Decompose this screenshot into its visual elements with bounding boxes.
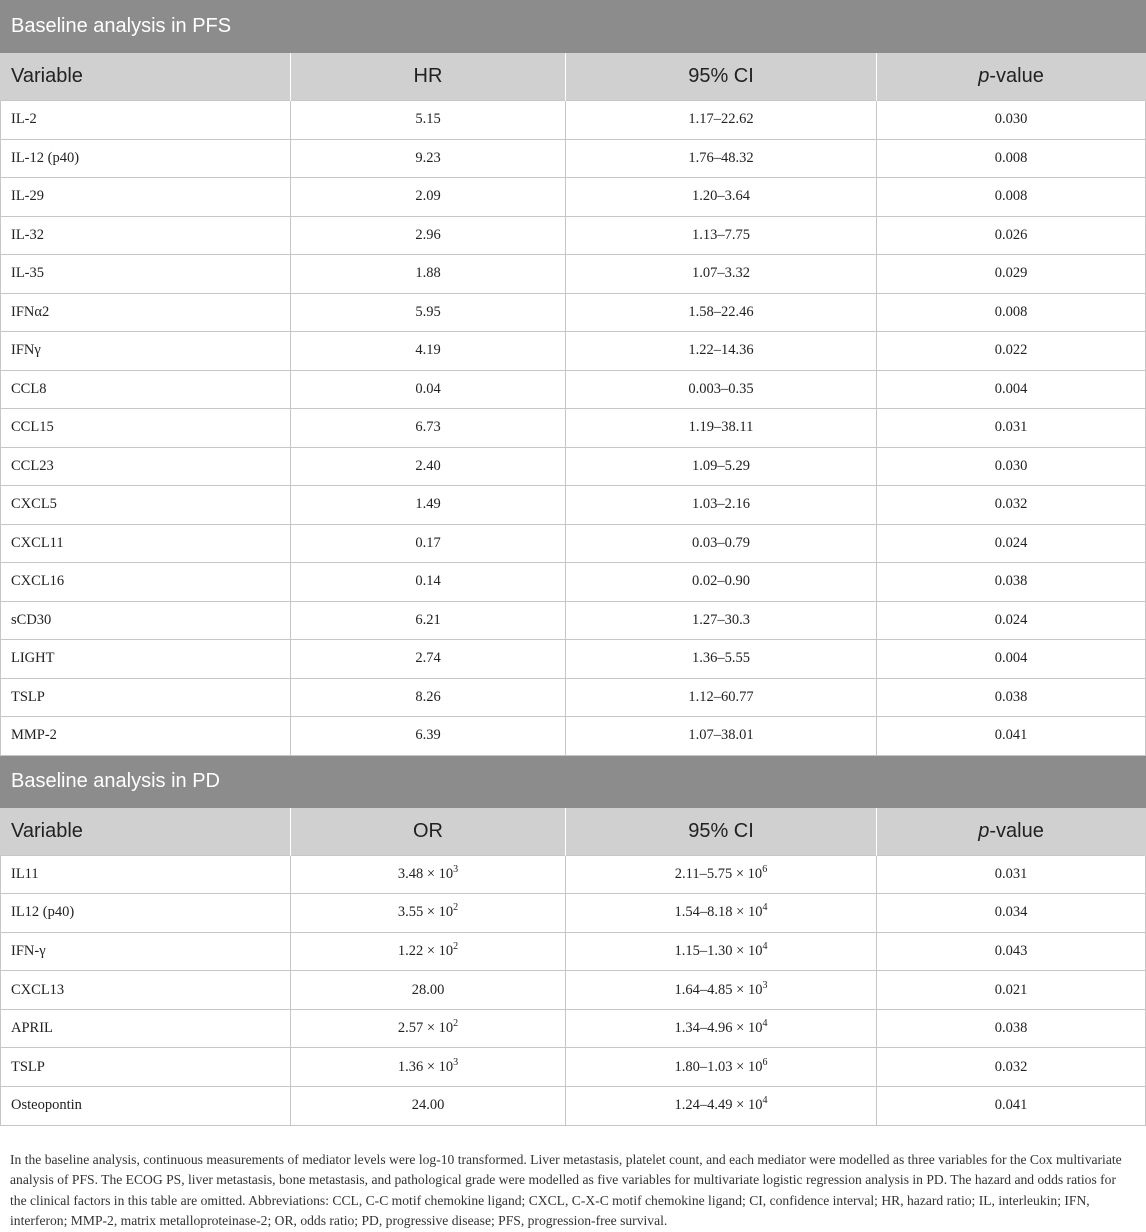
ci-cell (566, 1048, 877, 1087)
pfs-table-row (1, 678, 1146, 717)
ci-cell: 1.17–22.62 (566, 101, 877, 140)
value-mantissa: 2.11–5.75 × 10 (674, 865, 763, 882)
variable-cell: CXCL11 (1, 524, 291, 563)
p-value-cell: 0.008 (877, 139, 1146, 178)
hr-cell: 6.39 (291, 717, 566, 756)
value-exponent: 6 (762, 1056, 768, 1068)
hr-cell: 2.09 (291, 178, 566, 217)
hr-cell: 1.88 (291, 255, 566, 294)
p-value-cell: 0.041 (877, 1087, 1146, 1126)
variable-cell: MMP-2 (1, 717, 291, 756)
pd-header-variable: Variable (1, 807, 291, 855)
p-value-cell: 0.024 (877, 601, 1146, 640)
ci-cell: 1.12–60.77 (566, 678, 877, 717)
p-value-cell: 0.008 (877, 178, 1146, 217)
value-exponent: 4 (762, 1095, 768, 1107)
pd-table-row (1, 894, 1146, 933)
value-exponent: 4 (762, 941, 768, 953)
ci-cell: 1.76–48.32 (566, 139, 877, 178)
ci-cell: 0.003–0.35 (566, 370, 877, 409)
pfs-header-row (1, 53, 1146, 101)
pd-header-pvalue-suffix: -value (989, 819, 1044, 842)
value-mantissa: 3.55 × 10 (397, 904, 454, 921)
value-exponent: 3 (453, 1056, 459, 1068)
pfs-header-hr: HR (291, 53, 566, 101)
pfs-table-row (1, 486, 1146, 525)
pfs-table-row (1, 524, 1146, 563)
hr-cell: 6.21 (291, 601, 566, 640)
value-exponent: 3 (453, 863, 459, 875)
pfs-table-row (1, 640, 1146, 679)
pd-table-row (1, 855, 1146, 894)
variable-cell: APRIL (1, 1009, 291, 1048)
value-exponent: 4 (762, 902, 768, 914)
or-cell (291, 855, 566, 894)
pfs-table-row (1, 601, 1146, 640)
pd-header-row (1, 807, 1146, 855)
p-value-cell: 0.024 (877, 524, 1146, 563)
pd-section-title: Baseline analysis in PD (1, 755, 1146, 807)
value-mantissa: 1.15–1.30 × 10 (674, 942, 763, 959)
hr-cell: 0.14 (291, 563, 566, 602)
or-cell (291, 1087, 566, 1126)
pfs-table-row (1, 293, 1146, 332)
hr-cell: 1.49 (291, 486, 566, 525)
table-footnote: In the baseline analysis, continuous measurements of mediator levels were log-10 transformed. Liver metastasis, platelet count, and each mediator were modelled as three variables for the Cox multivariate analysis of PFS. The ECOG PS, liver metastasis, bone metastasis, and pathological grade were modelled as five variables for multivariate logistic regression analysis in PD. The hazard and odds ratios for the clinical factors in this table are omitted. Abbreviations: CCL, C-C motif chemokine ligand; CXCL, C-X-C motif chemokine ligand; CI, confidence interval; HR, hazard ratio; IL, interleukin; IFN, interferon; MMP-2, matrix metalloproteinase-2; OR, odds ratio; PD, progressive disease; PFS, progression-free survival. (10, 1151, 1122, 1229)
pd-table-row (1, 971, 1146, 1010)
value-mantissa: 1.34–4.96 × 10 (674, 1020, 763, 1037)
hr-cell: 4.19 (291, 332, 566, 371)
variable-cell: IL-29 (1, 178, 291, 217)
ci-cell: 1.03–2.16 (566, 486, 877, 525)
pd-table-row (1, 932, 1146, 971)
ci-cell (566, 855, 877, 894)
pfs-header-p-italic: p (978, 65, 990, 87)
value-exponent: 2 (453, 941, 459, 953)
value-mantissa: 3.48 × 10 (397, 865, 454, 882)
p-value-cell: 0.004 (877, 640, 1146, 679)
variable-cell: CXCL16 (1, 563, 291, 602)
variable-cell: CCL15 (1, 409, 291, 448)
hr-cell: 6.73 (291, 409, 566, 448)
pfs-header-ci: 95% CI (566, 53, 877, 101)
variable-cell: CXCL5 (1, 486, 291, 525)
or-cell (291, 1048, 566, 1087)
p-value-cell: 0.032 (877, 1048, 1146, 1087)
pfs-table-row (1, 101, 1146, 140)
ci-cell: 0.02–0.90 (566, 563, 877, 602)
variable-cell: IL11 (1, 855, 291, 894)
variable-cell: IL-12 (p40) (1, 139, 291, 178)
pfs-table-row (1, 178, 1146, 217)
variable-cell: IL-2 (1, 101, 291, 140)
hr-cell: 0.04 (291, 370, 566, 409)
or-cell (291, 971, 566, 1010)
pfs-header-pvalue (877, 53, 1146, 101)
variable-cell: IFN-γ (1, 932, 291, 971)
value-mantissa: 2.57 × 10 (397, 1020, 454, 1037)
value-mantissa: 1.64–4.85 × 10 (674, 981, 763, 998)
pfs-table-row (1, 255, 1146, 294)
value-exponent: 3 (762, 979, 768, 991)
value-exponent: 2 (453, 902, 459, 914)
p-value-cell: 0.026 (877, 216, 1146, 255)
pfs-table-row (1, 216, 1146, 255)
value-exponent: 4 (762, 1018, 768, 1030)
p-value-cell: 0.004 (877, 370, 1146, 409)
p-value-cell: 0.041 (877, 717, 1146, 756)
or-cell (291, 932, 566, 971)
ci-cell: 1.20–3.64 (566, 178, 877, 217)
pd-header-pvalue (877, 807, 1146, 855)
pfs-table-row (1, 139, 1146, 178)
pd-table-row (1, 1048, 1146, 1087)
p-value-cell: 0.030 (877, 101, 1146, 140)
ci-cell: 1.58–22.46 (566, 293, 877, 332)
variable-cell: IL-35 (1, 255, 291, 294)
hr-cell: 9.23 (291, 139, 566, 178)
ci-cell: 1.07–3.32 (566, 255, 877, 294)
hr-cell: 5.15 (291, 101, 566, 140)
p-value-cell: 0.022 (877, 332, 1146, 371)
p-value-cell: 0.031 (877, 409, 1146, 448)
pd-header-or: OR (291, 807, 566, 855)
variable-cell: TSLP (1, 1048, 291, 1087)
p-value-cell: 0.029 (877, 255, 1146, 294)
ci-cell (566, 1087, 877, 1126)
pfs-header-pvalue-suffix: -value (989, 65, 1044, 87)
pfs-section-title-row (1, 1, 1146, 53)
value-exponent: 2 (453, 1018, 459, 1030)
variable-cell: IL-32 (1, 216, 291, 255)
variable-cell: LIGHT (1, 640, 291, 679)
variable-cell: Osteopontin (1, 1087, 291, 1126)
p-value-cell: 0.008 (877, 293, 1146, 332)
ci-cell: 1.36–5.55 (566, 640, 877, 679)
pfs-table-row (1, 447, 1146, 486)
or-cell (291, 894, 566, 933)
p-value-cell: 0.021 (877, 971, 1146, 1010)
pd-section (1, 755, 1146, 1125)
variable-cell: sCD30 (1, 601, 291, 640)
variable-cell: CXCL13 (1, 971, 291, 1010)
ci-cell: 1.09–5.29 (566, 447, 877, 486)
hr-cell: 2.40 (291, 447, 566, 486)
variable-cell: TSLP (1, 678, 291, 717)
pfs-section (1, 1, 1146, 756)
variable-cell: IFNγ (1, 332, 291, 371)
value-mantissa: 24.00 (411, 1097, 445, 1114)
hr-cell: 8.26 (291, 678, 566, 717)
p-value-cell: 0.031 (877, 855, 1146, 894)
value-mantissa: 1.24–4.49 × 10 (674, 1097, 763, 1114)
ci-cell: 1.22–14.36 (566, 332, 877, 371)
hr-cell: 0.17 (291, 524, 566, 563)
hr-cell: 2.74 (291, 640, 566, 679)
p-value-cell: 0.034 (877, 894, 1146, 933)
ci-cell: 0.03–0.79 (566, 524, 877, 563)
pd-section-title-row (1, 755, 1146, 807)
ci-cell (566, 1009, 877, 1048)
or-cell (291, 1009, 566, 1048)
pfs-table-row (1, 332, 1146, 371)
value-exponent: 6 (762, 863, 768, 875)
p-value-cell: 0.038 (877, 678, 1146, 717)
pfs-section-title: Baseline analysis in PFS (1, 1, 1146, 53)
p-value-cell: 0.038 (877, 563, 1146, 602)
p-value-cell: 0.030 (877, 447, 1146, 486)
p-value-cell: 0.038 (877, 1009, 1146, 1048)
ci-cell: 1.13–7.75 (566, 216, 877, 255)
value-mantissa: 1.22 × 10 (397, 942, 454, 959)
value-mantissa: 1.80–1.03 × 10 (674, 1058, 763, 1075)
variable-cell: IL12 (p40) (1, 894, 291, 933)
variable-cell: CCL23 (1, 447, 291, 486)
ci-cell (566, 894, 877, 933)
pfs-table-row (1, 409, 1146, 448)
ci-cell (566, 932, 877, 971)
pfs-header-variable: Variable (1, 53, 291, 101)
value-mantissa: 1.54–8.18 × 10 (674, 904, 763, 921)
variable-cell: IFNα2 (1, 293, 291, 332)
pd-header-ci: 95% CI (566, 807, 877, 855)
pd-header-p-italic: p (978, 819, 990, 842)
value-mantissa: 1.36 × 10 (397, 1058, 454, 1075)
pfs-table-row (1, 563, 1146, 602)
variable-cell: CCL8 (1, 370, 291, 409)
hr-cell: 2.96 (291, 216, 566, 255)
p-value-cell: 0.032 (877, 486, 1146, 525)
ci-cell: 1.27–30.3 (566, 601, 877, 640)
pd-table-row (1, 1087, 1146, 1126)
pfs-table-row (1, 370, 1146, 409)
ci-cell: 1.07–38.01 (566, 717, 877, 756)
p-value-cell: 0.043 (877, 932, 1146, 971)
ci-cell (566, 971, 877, 1010)
hr-cell: 5.95 (291, 293, 566, 332)
pd-table-row (1, 1009, 1146, 1048)
ci-cell: 1.19–38.11 (566, 409, 877, 448)
value-mantissa: 28.00 (411, 981, 445, 998)
pfs-table-row (1, 717, 1146, 756)
